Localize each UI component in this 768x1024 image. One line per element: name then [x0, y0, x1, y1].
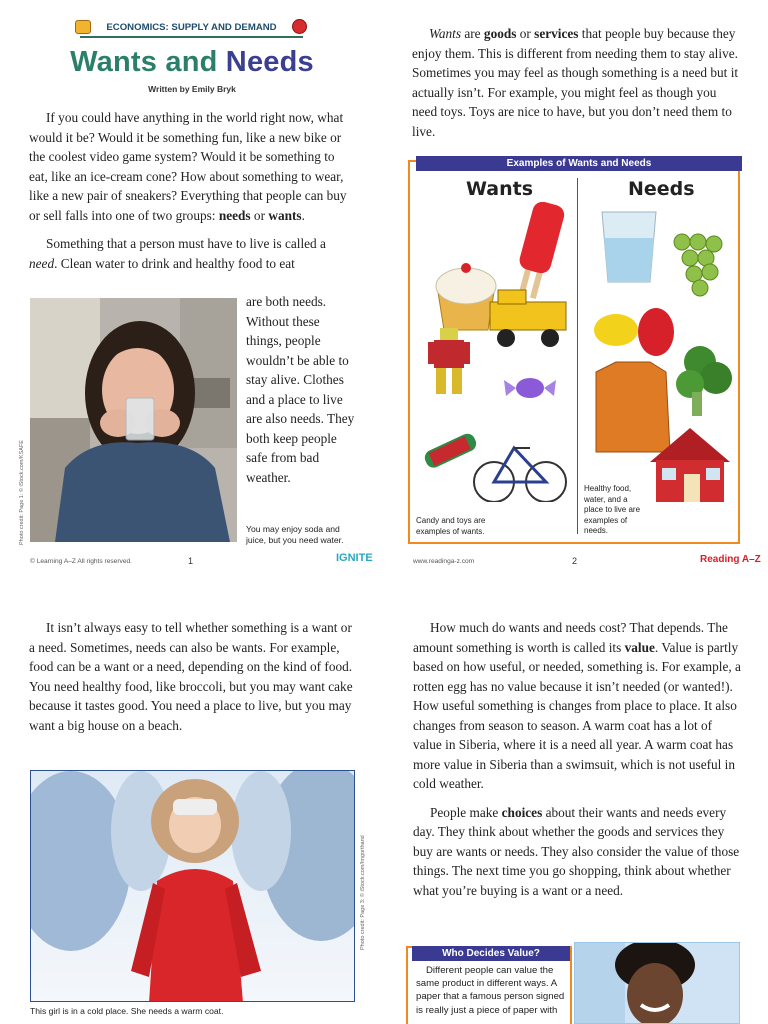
title-word-needs: Needs — [225, 46, 314, 78]
peppers-icon — [594, 308, 674, 356]
examples-illustrations — [410, 202, 738, 502]
girl-drinking-water-photo — [30, 298, 237, 542]
apple-icon — [292, 19, 307, 34]
who-decides-value-box — [406, 946, 572, 1024]
broccoli-icon — [676, 346, 732, 416]
need-paragraph: Something that a person must have to live is called a need. Clean water to drink and healthy food to eat — [29, 236, 326, 271]
value-text — [413, 618, 743, 909]
wants-caption: Candy and toys are examples of wants. — [416, 516, 486, 536]
page-number: 2 — [572, 556, 578, 566]
toy-truck-icon — [490, 290, 566, 347]
page-number: 1 — [188, 556, 194, 566]
wants-heading: Wants — [466, 178, 534, 200]
grapes-icon — [674, 234, 722, 296]
topic-underline — [80, 36, 303, 38]
ignite-logo: IGNITE — [336, 552, 373, 564]
examples-box — [408, 160, 740, 544]
page-2 — [384, 0, 768, 580]
topic-banner — [70, 20, 313, 40]
candy-stick-icon — [422, 431, 479, 470]
water-glass-icon — [602, 212, 656, 282]
intro-paragraph: If you could have anything in the world right now, what would it be? Would it be something fun, like a new bike or the coolest video game system? Would it be something to eat, like an ice-cream cone? How about something to wear, like a new pair of sneakers? Everything that people can buy or sell falls into one of two groups: needs or wants. — [29, 110, 347, 223]
needs-caption: Healthy food, water, and a place to live are examples of needs. — [584, 484, 641, 535]
topic-label: ECONOMICS: SUPPLY AND DEMAND — [106, 22, 277, 33]
side-text — [246, 292, 358, 487]
page-1 — [0, 0, 384, 580]
title-word-and: and — [165, 46, 218, 78]
bicycle-icon — [474, 448, 566, 502]
orange-coat-icon — [596, 362, 670, 452]
page-3 — [0, 590, 384, 1024]
byline: Written by Emily Bryk — [148, 84, 236, 94]
photo-credit: Photo credit: Page 1: © iStock.com/KSAFE — [19, 440, 25, 545]
value-paragraph: How much do wants and needs cost? That depends. The amount something is worth is called its value. Value is partly based on how useful, or needed, something is. For example, a rotten egg has no value because it isn’t needed (or wanted!). How useful something is changes from place to place. It also changes from season to season. A warm coat has a lot of value in Siberia, where it is a need all year. A warm coat has more value in Siberia than a swimsuit, which is not useful in cold weather. — [413, 620, 741, 791]
photo-caption: This girl is in a cold place. She needs a warm coat. — [30, 1006, 224, 1016]
toy-robot-icon — [428, 328, 470, 394]
want-or-need-paragraph: It isn’t always easy to tell whether something is a want or a need. Sometimes, needs can also be wants. For example, food can be a want or a need, depending on the kind of food. You need healthy food, like broccoli, but you may want cake because it tastes good. You need a place to live, but you may want a big house on a beach. — [29, 620, 353, 733]
photo-caption: You may enjoy soda and juice, but you need water. — [246, 524, 344, 545]
needs-heading: Needs — [628, 178, 695, 200]
copyright-footer: © Learning A–Z All rights reserved. — [30, 558, 132, 565]
candy-icon — [504, 378, 556, 398]
wants-text — [412, 24, 742, 150]
intro-text — [29, 108, 355, 273]
sidebar-text: Different people can value the same product in different ways. A paper that a famous person signed is really just a piece of paper with — [416, 965, 565, 1016]
need-paragraph-continued: are both needs. Without these things, people wouldn’t be able to stay alive. Clothes and a place to live are also needs. They both keep people safe from bad weather. — [246, 294, 355, 485]
popsicle-icon — [511, 202, 567, 301]
wants-paragraph: Wants are goods or services that people buy because they enjoy them. This is different from needing them to stay alive. Sometimes you may feel as though something is a need but it actually isn’t. For example, you might feel as though you need toys. Toys are nice to have, but you don’t need them to live. — [412, 26, 739, 139]
page-4 — [384, 590, 768, 1024]
title-word-wants: Wants — [70, 46, 158, 78]
photo-credit: Photo credit: Page 3: © iStock.com/Imgorthand — [360, 835, 366, 950]
page-title — [46, 46, 338, 79]
girl-in-snow-photo — [30, 770, 355, 1002]
cupcake-icon — [436, 263, 496, 330]
sidebar-title: Who Decides Value? — [412, 946, 570, 961]
smiling-girl-photo — [574, 942, 740, 1024]
choices-paragraph: People make choices about their wants and needs every day. They think about whether the goods and services they buy are wants or needs. They also consider the value of those things. The next time you go shopping, think about whether what you’re buying is a want or a need. — [413, 804, 740, 898]
website-footer: www.readinga-z.com — [413, 558, 475, 565]
examples-box-title: Examples of Wants and Needs — [416, 156, 742, 171]
want-or-need-text — [29, 618, 357, 744]
reading-az-logo: Reading A–Z — [700, 554, 761, 565]
